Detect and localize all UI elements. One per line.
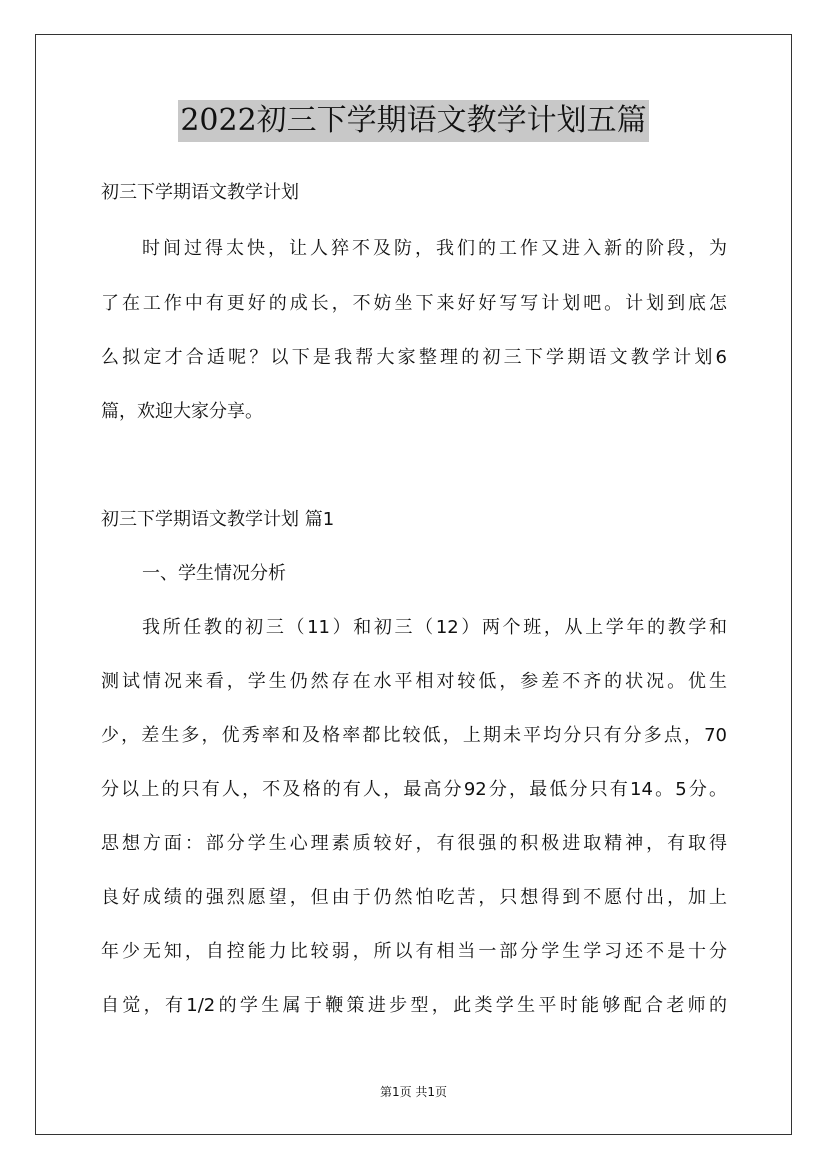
page-footer: 第1页 共1页 (379, 1085, 448, 1099)
section-heading: 初三下学期语文教学计划 篇1 (101, 509, 335, 530)
intro-line: 时间过得太快，让人猝不及防，我们的工作又进入新的阶段，为 (142, 238, 727, 259)
title-container (0, 100, 827, 142)
intro-line: 么拟定才合适呢？以下是我帮大家整理的初三下学期语文教学计划6 (101, 347, 727, 368)
body-line: 分以上的只有人，不及格的有人，最高分92分，最低分只有14。5分。 (101, 779, 727, 800)
body-line: 良好成绩的强烈愿望，但由于仍然怕吃苦，只想得到不愿付出，加上 (101, 887, 727, 908)
body-line: 我所任教的初三（11）和初三（12）两个班，从上学年的教学和 (142, 617, 727, 638)
body-line: 自觉，有1/2的学生属于鞭策进步型，此类学生平时能够配合老师的 (101, 995, 727, 1016)
subheading: 一、学生情况分析 (142, 563, 286, 584)
body-line: 思想方面：部分学生心理素质较好，有很强的积极进取精神，有取得 (101, 833, 727, 854)
body-line: 测试情况来看，学生仍然存在水平相对较低，参差不齐的状况。优生 (101, 671, 727, 692)
intro-line: 篇，欢迎大家分享。 (101, 401, 263, 422)
intro-heading: 初三下学期语文教学计划 (101, 182, 299, 203)
body-line: 少，差生多，优秀率和及格率都比较低，上期未平均分只有分多点，70 (101, 725, 727, 746)
document-title: 2022初三下学期语文教学计划五篇 (178, 100, 648, 142)
intro-line: 了在工作中有更好的成长，不妨坐下来好好写写计划吧。计划到底怎 (101, 293, 727, 314)
body-line: 年少无知，自控能力比较弱，所以有相当一部分学生学习还不是十分 (101, 941, 727, 962)
